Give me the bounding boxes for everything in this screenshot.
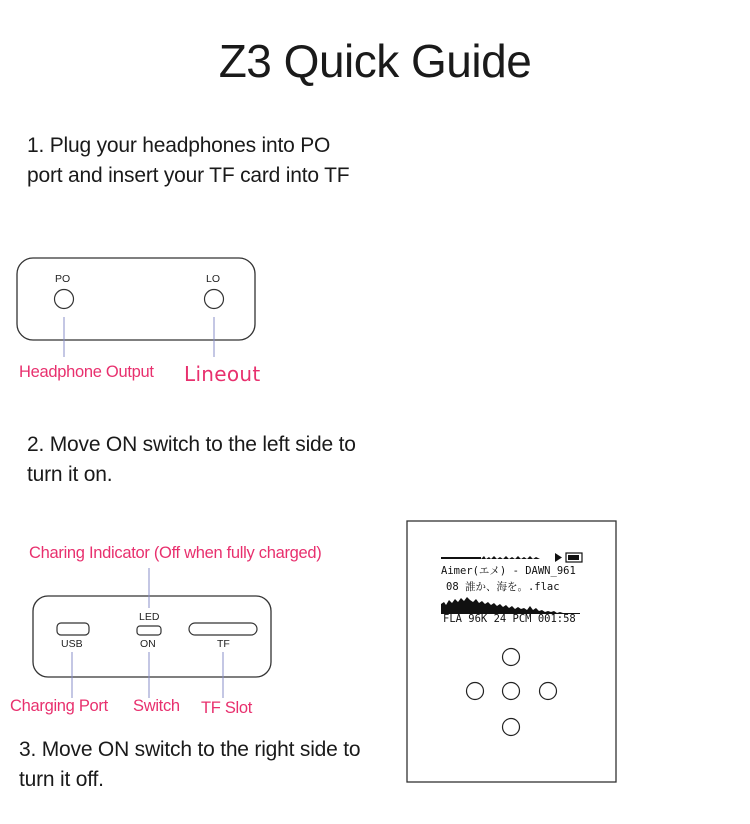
- on-label: ON: [140, 638, 156, 650]
- step-2-line-1: 2. Move ON switch to the left side to: [27, 433, 356, 456]
- track-file-line: 08 誰か、海を。.flac: [446, 581, 560, 593]
- top-waveform: [441, 556, 540, 559]
- step-3-line-2: turn it off.: [19, 768, 104, 791]
- tf-label: TF: [217, 638, 230, 650]
- step-1-line-1: 1. Plug your headphones into PO: [27, 134, 331, 157]
- usb-label: USB: [61, 638, 83, 650]
- step-2-text: [27, 430, 356, 490]
- charging-indicator-label: Charing Indicator (Off when fully charged): [29, 544, 322, 562]
- on-switch: [137, 626, 161, 635]
- lo-port: [205, 290, 224, 309]
- playback-status-line: FLA 96K 24 PCM 001:58: [443, 613, 576, 625]
- nav-down-button[interactable]: [503, 719, 520, 736]
- po-label: PO: [55, 273, 71, 285]
- po-port: [55, 290, 74, 309]
- usb-port: [57, 623, 89, 635]
- step-2-line-2: turn it on.: [27, 463, 113, 486]
- step-3-line-1: 3. Move ON switch to the right side to: [19, 738, 361, 761]
- page-title: Z3 Quick Guide: [218, 35, 532, 87]
- nav-up-button[interactable]: [503, 649, 520, 666]
- nav-left-button[interactable]: [467, 683, 484, 700]
- player-front-outline: [407, 521, 616, 782]
- tf-slot: [189, 623, 257, 635]
- step-3-text: [19, 735, 360, 795]
- lineout-label: Lineout: [184, 362, 261, 386]
- top-panel-outline: [17, 258, 255, 340]
- led-label: LED: [139, 611, 160, 623]
- step-1-line-2: port and insert your TF card into TF: [27, 164, 350, 187]
- charging-port-label: Charging Port: [10, 697, 108, 715]
- headphone-output-label: Headphone Output: [19, 363, 154, 381]
- nav-center-button[interactable]: [503, 683, 520, 700]
- switch-label: Switch: [133, 697, 180, 715]
- play-icon: [555, 553, 562, 562]
- tf-slot-label: TF Slot: [201, 699, 253, 717]
- spectrum-waveform: [441, 597, 580, 614]
- lo-label: LO: [206, 273, 221, 285]
- track-title-line: Aimer(エメ) - DAWN_961: [441, 565, 576, 577]
- bottom-panel-outline: [33, 596, 271, 677]
- nav-right-button[interactable]: [540, 683, 557, 700]
